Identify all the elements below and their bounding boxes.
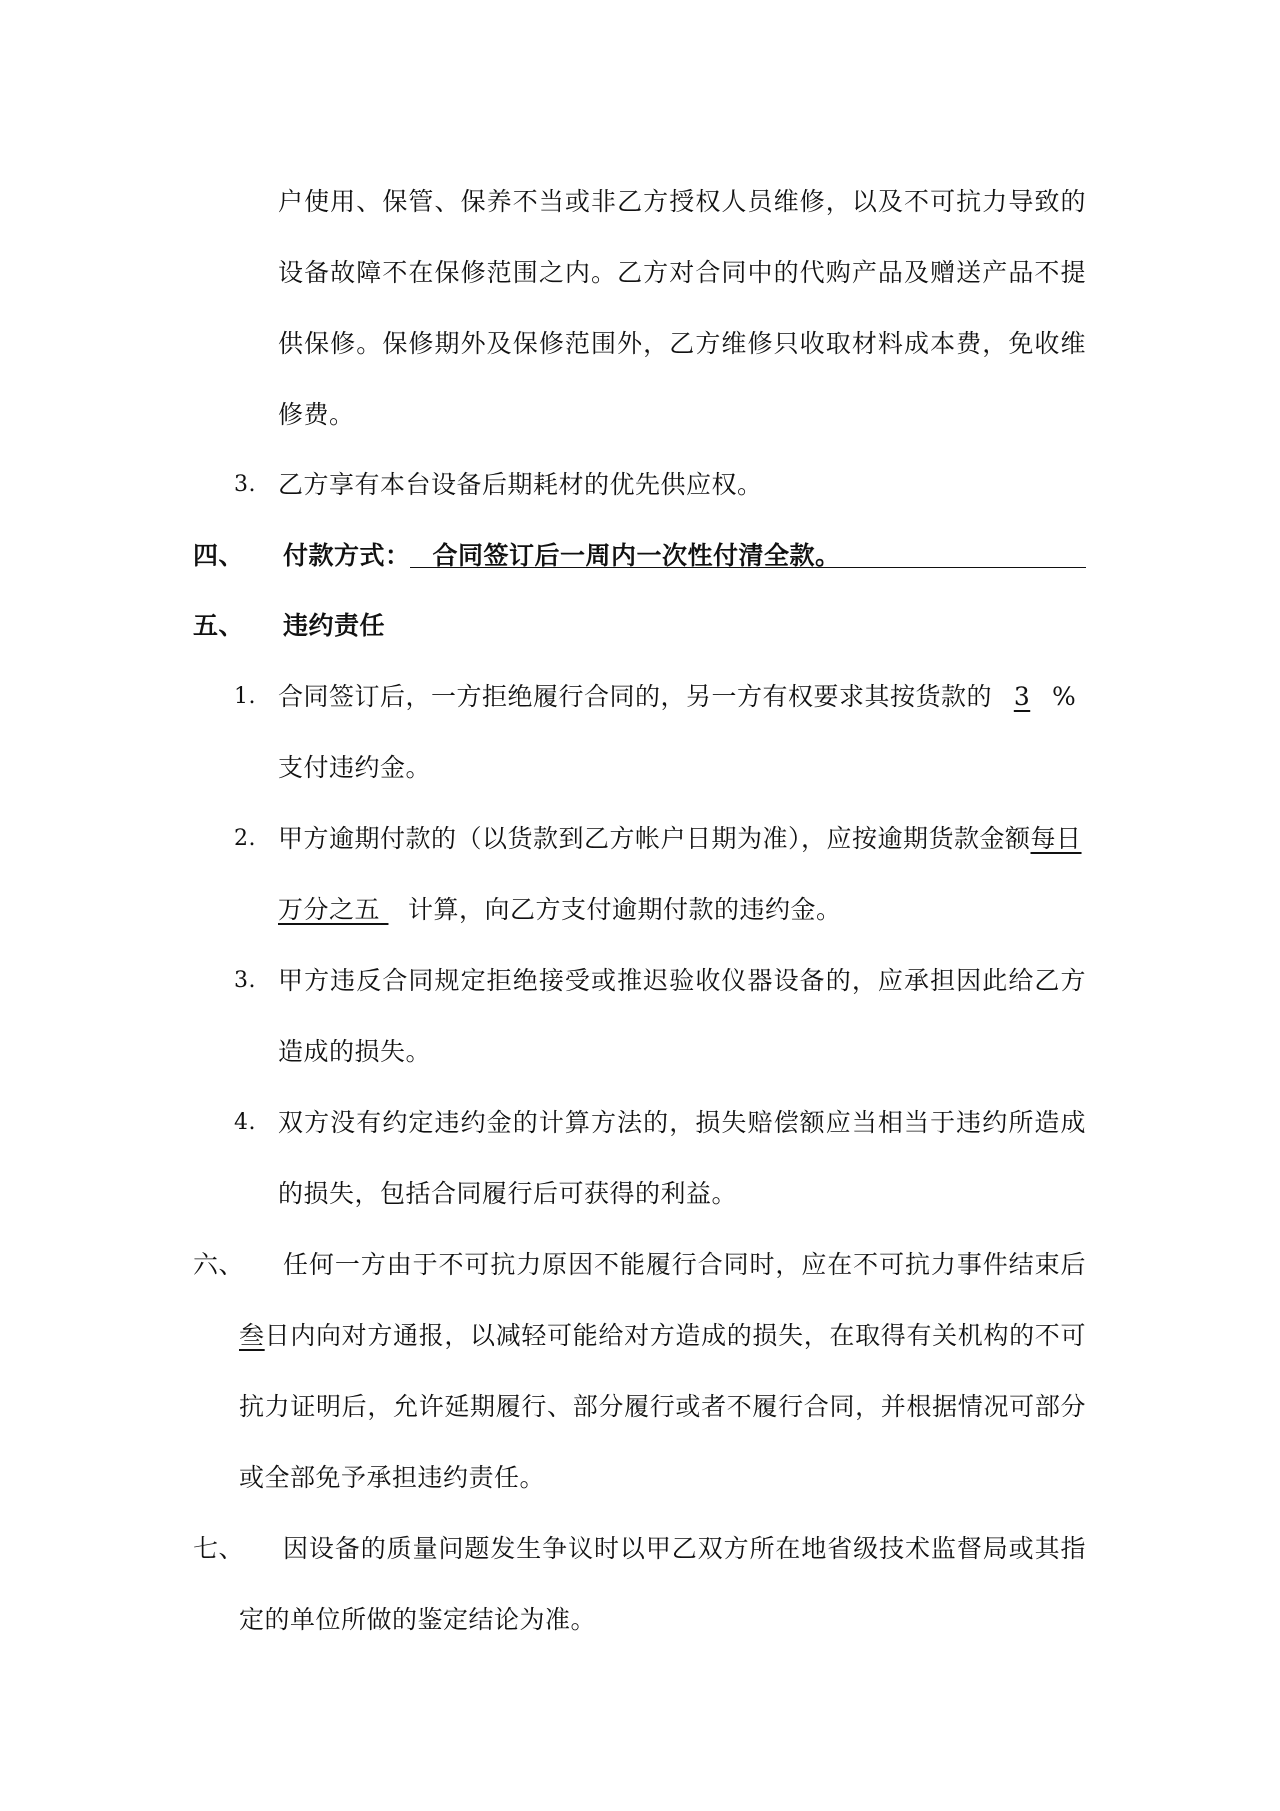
paragraph-line	[278, 894, 842, 926]
paragraph-line: 支付违约金。	[278, 753, 432, 782]
list-item-text: 双方没有约定违约金的计算方法的，损失赔偿额应当相当于违约所造成	[278, 1108, 1086, 1137]
item-text: 计算，向乙方支付逾期付款的违约金。	[408, 895, 842, 924]
paragraph-line: 定的单位所做的鉴定结论为准。	[239, 1605, 597, 1634]
list-item-text	[278, 681, 1076, 713]
underline-rule	[410, 567, 1086, 568]
list-number: 1.	[234, 684, 256, 709]
section-number: 六、	[193, 1250, 245, 1279]
list-item-text	[278, 823, 1082, 855]
section-title: 违约责任	[283, 611, 386, 640]
item-text: 合同签订后，一方拒绝履行合同的，另一方有权要求其按货款的	[278, 682, 993, 711]
underlined-text: 每日	[1030, 824, 1082, 853]
percent-sign: %	[1052, 682, 1077, 711]
late-rate: 万分之五	[278, 895, 381, 924]
list-item-text: 甲方违反合同规定拒绝接受或推迟验收仪器设备的，应承担因此给乙方	[278, 966, 1086, 995]
penalty-percent: 3	[1013, 682, 1031, 711]
list-item-text: 乙方享有本台设备后期耗材的优先供应权。	[278, 470, 763, 499]
paragraph-line: 任何一方由于不可抗力原因不能履行合同时，应在不可抗力事件结束后	[283, 1250, 1086, 1279]
payment-value: 合同签订后一周内一次性付清全款。	[432, 541, 841, 570]
section-number: 四、	[193, 541, 245, 570]
paragraph-line: 因设备的质量问题发生争议时以甲乙双方所在地省级技术监督局或其指	[283, 1534, 1086, 1563]
paragraph-line: 造成的损失。	[278, 1037, 432, 1066]
paragraph-line: 户使用、保管、保养不当或非乙方授权人员维修，以及不可抗力导致的	[278, 187, 1086, 216]
item-text: 日内向对方通报，以减轻可能给对方造成的损失，在取得有关机构的不可	[264, 1321, 1086, 1350]
paragraph-line	[239, 1320, 1086, 1352]
payment-label: 付款方式：	[283, 541, 411, 570]
paragraph-line: 抗力证明后，允许延期履行、部分履行或者不履行合同，并根据情况可部分	[239, 1392, 1086, 1421]
paragraph-line: 设备故障不在保修范围之内。乙方对合同中的代购产品及赠送产品不提	[278, 258, 1086, 287]
section-number: 七、	[193, 1534, 245, 1563]
list-number: 3.	[234, 472, 256, 497]
paragraph-line: 或全部免予承担违约责任。	[239, 1463, 546, 1492]
notice-days: 叁	[239, 1321, 265, 1350]
list-number: 2.	[234, 826, 256, 851]
paragraph-line: 供保修。保修期外及保修范围外，乙方维修只收取材料成本费，免收维	[278, 329, 1086, 358]
section-number: 五、	[193, 611, 245, 640]
blank-underline	[380, 894, 408, 926]
paragraph-line: 的损失，包括合同履行后可获得的利益。	[278, 1179, 738, 1208]
paragraph-line: 修费。	[278, 400, 355, 429]
list-number: 4.	[234, 1110, 256, 1135]
list-number: 3.	[234, 968, 256, 993]
item-text: 甲方逾期付款的（以货款到乙方帐户日期为准），应按逾期货款金额	[278, 824, 1031, 853]
